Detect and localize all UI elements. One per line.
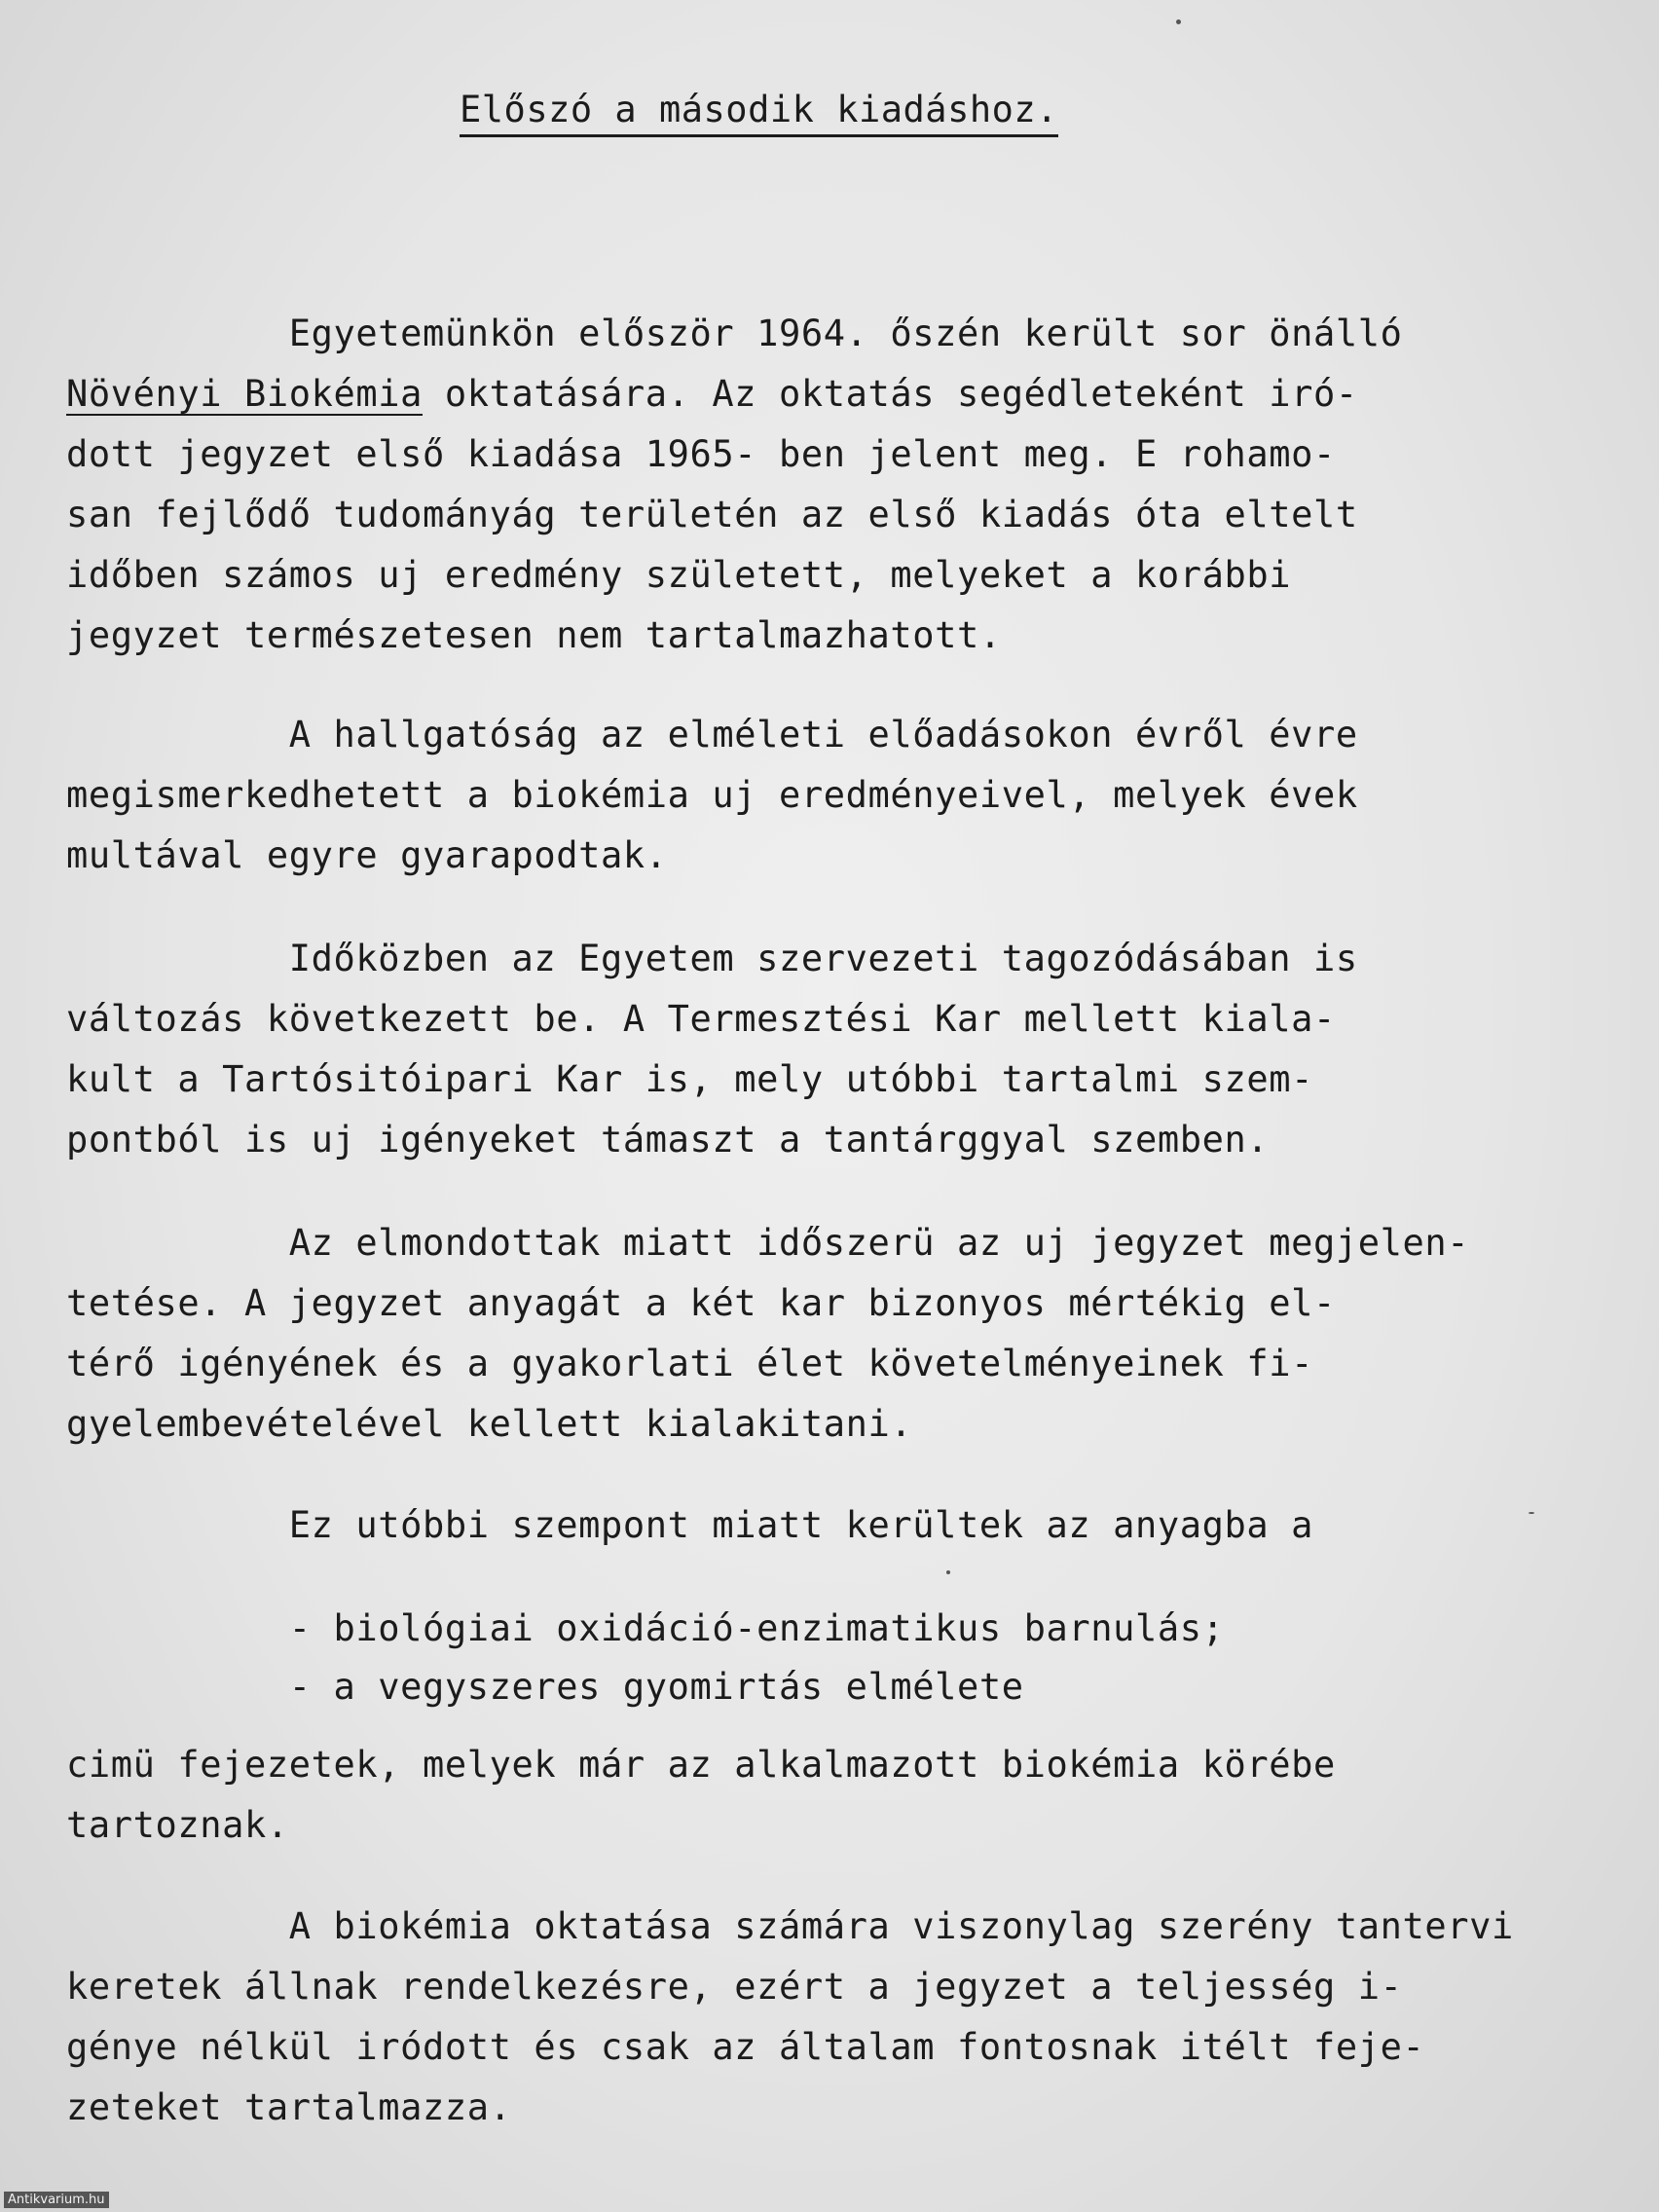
paper-speck — [1529, 1512, 1534, 1514]
p4-line-3: térő igényének és a gyakorlati élet követelményeinek fi- — [66, 1343, 1314, 1384]
p3-line-4: pontból is uj igényeket támaszt a tantárggyal szemben. — [66, 1119, 1270, 1161]
list-item-1: - biológiai oxidáció-enzimatikus barnulás; — [66, 1607, 1225, 1649]
p3-line-3: kult a Tartósitóipari Kar is, mely utóbbi tartalmi szem- — [66, 1058, 1314, 1100]
p6-line-1: cimü fejezetek, melyek már az alkalmazott biokémia körébe — [66, 1744, 1336, 1786]
p7-line-2: keretek állnak rendelkezésre, ezért a jegyzet a teljesség i- — [66, 1966, 1403, 2008]
p7-line-1: A biokémia oktatása számára viszonylag szerény tantervi — [66, 1905, 1514, 1947]
p1-line-1: Egyetemünkön először 1964. őszén került sor önálló — [66, 313, 1403, 354]
p6-line-2: tartoznak. — [66, 1804, 289, 1846]
p7-line-3: génye nélkül iródott és csak az általam fontosnak itélt feje- — [66, 2026, 1425, 2068]
paper-speck — [946, 1570, 950, 1574]
p2-line-2: megismerkedhetett a biokémia uj eredményeivel, melyek évek — [66, 774, 1358, 816]
p1-line-2-rest: oktatására. Az oktatás segédleteként iró- — [423, 373, 1358, 415]
p3-line-1: Időközben az Egyetem szervezeti tagozódásában is — [66, 938, 1358, 979]
p3-line-2: változás következett be. A Termesztési Kar mellett kiala- — [66, 998, 1336, 1040]
list-item-2: - a vegyszeres gyomirtás elmélete — [66, 1666, 1024, 1708]
p7-line-4: zeteket tartalmazza. — [66, 2086, 512, 2128]
watermark-label: Antikvarium.hu — [4, 2192, 109, 2208]
p1-line-3: dott jegyzet első kiadása 1965- ben jelent meg. E rohamo- — [66, 433, 1336, 475]
p5-line-1: Ez utóbbi szempont miatt kerültek az anyagba a — [66, 1504, 1314, 1546]
p4-line-4: gyelembevételével kellett kialakitani. — [66, 1403, 913, 1445]
underlined-subject: Növényi Biokémia — [66, 373, 424, 415]
paper-speck — [1176, 19, 1181, 24]
p1-line-5: időben számos uj eredmény született, melyeket a korábbi — [66, 554, 1292, 596]
p1-line-6: jegyzet természetesen nem tartalmazhatott. — [66, 614, 1002, 656]
p1-line-4: san fejlődő tudományág területén az első kiadás óta eltelt — [66, 494, 1358, 535]
p4-line-1: Az elmondottak miatt időszerü az uj jegyzet megjelen- — [66, 1222, 1470, 1264]
p2-line-3: multával egyre gyarapodtak. — [66, 834, 668, 876]
p2-line-1: A hallgatóság az elméleti előadásokon évről évre — [66, 714, 1358, 756]
p4-line-2: tetése. A jegyzet anyagát a két kar bizonyos mértékig el- — [66, 1282, 1336, 1324]
p1-line-2 — [66, 372, 1604, 417]
page-title: Előszó a második kiadáshoz. — [460, 88, 1058, 137]
